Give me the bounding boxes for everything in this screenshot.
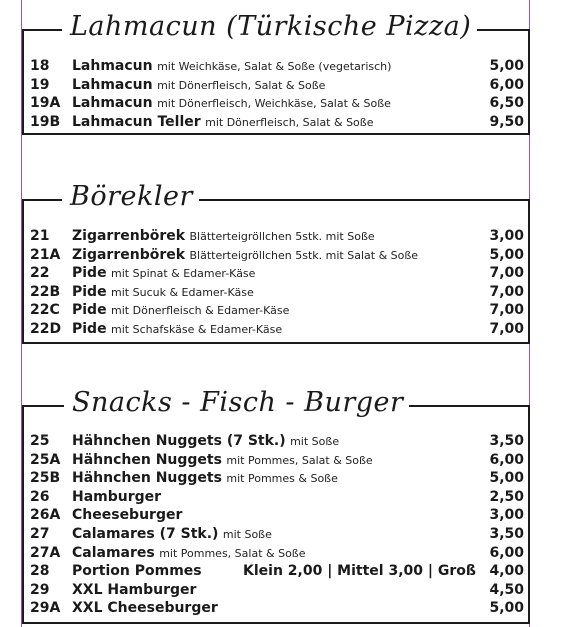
menu-item xyxy=(24,246,528,265)
menu-item xyxy=(24,283,528,302)
item-number: 22C xyxy=(30,302,60,319)
item-description: mit Spinat & Edamer-Käse xyxy=(111,267,256,281)
item-name-line xyxy=(72,506,182,525)
item-name: Lahmacun xyxy=(72,95,153,112)
item-number: 18 xyxy=(30,58,50,74)
item-number: 21 xyxy=(30,228,50,244)
item-number: 26 xyxy=(30,488,50,505)
item-number: 25A xyxy=(30,451,61,468)
item-name-line xyxy=(72,57,391,77)
item-name-line xyxy=(72,264,255,284)
item-price: 2,50 xyxy=(489,488,524,505)
header-rule-left xyxy=(22,405,64,407)
item-name-line xyxy=(72,246,418,266)
item-name-line xyxy=(72,469,338,489)
menu-list xyxy=(24,227,528,339)
menu-item xyxy=(24,57,528,76)
menu-item xyxy=(24,488,528,507)
item-name: XXL Hamburger xyxy=(72,581,197,598)
item-name: XXL Cheeseburger xyxy=(72,600,218,617)
item-name: Calamares (7 Stk.) xyxy=(72,525,219,542)
section-title: Börekler xyxy=(64,180,199,214)
item-price: 7,00 xyxy=(489,265,524,282)
item-name: Pide xyxy=(72,283,107,300)
menu-item xyxy=(24,544,528,563)
section-header xyxy=(22,387,530,418)
item-name: Pide xyxy=(72,265,107,282)
item-name-line xyxy=(72,227,375,247)
item-name-line xyxy=(72,544,306,564)
item-number: 27A xyxy=(30,544,61,561)
menu-list xyxy=(24,432,528,618)
item-description: mit Dönerfleisch, Salat & Soße xyxy=(157,78,326,92)
menu-item xyxy=(24,320,528,339)
item-price: 4,50 xyxy=(489,581,524,598)
item-name-line xyxy=(72,320,282,340)
item-name-line xyxy=(72,301,289,321)
item-name: Hähnchen Nuggets (7 Stk.) xyxy=(72,433,286,449)
header-rule-left xyxy=(22,199,62,201)
item-name: Lahmacun Teller xyxy=(72,113,201,130)
item-price: 9,50 xyxy=(489,113,524,130)
item-name-line xyxy=(72,581,196,600)
item-name-line xyxy=(72,525,272,545)
section-boerekler xyxy=(22,181,530,344)
item-price: 4,00 xyxy=(489,563,524,580)
item-description: mit Pommes, Salat & Soße xyxy=(159,546,306,560)
item-number: 22 xyxy=(30,265,50,282)
item-name: Hamburger xyxy=(72,488,162,505)
item-description: mit Soße xyxy=(222,527,272,541)
section-header xyxy=(22,181,530,212)
item-name-line xyxy=(72,488,161,507)
header-edge xyxy=(528,199,530,204)
item-number: 28 xyxy=(30,563,50,580)
item-number: 21A xyxy=(30,246,61,263)
menu-item xyxy=(24,301,528,320)
item-price: 5,00 xyxy=(489,470,524,487)
item-description: mit Weichkäse, Salat & Soße (vegetarisch) xyxy=(157,60,392,73)
item-name: Hähnchen Nuggets xyxy=(72,451,222,468)
section-header xyxy=(22,11,530,42)
item-name: Hähnchen Nuggets xyxy=(72,470,222,487)
menu-item xyxy=(24,451,528,470)
item-number: 29 xyxy=(30,581,50,598)
item-price: 6,00 xyxy=(489,451,524,468)
item-name-line xyxy=(72,113,373,133)
item-price: 3,50 xyxy=(489,433,524,449)
item-number: 25B xyxy=(30,470,61,487)
item-description: mit Soße xyxy=(290,435,340,448)
item-name-line xyxy=(72,451,373,471)
item-number: 19 xyxy=(30,76,50,93)
item-price: 3,50 xyxy=(489,525,524,542)
section-title: Snacks - Fisch - Burger xyxy=(66,386,409,420)
menu-list xyxy=(24,57,528,131)
menu-item xyxy=(24,432,528,451)
item-name: Zigarrenbörek xyxy=(72,246,186,263)
item-description: Blätterteigröllchen 5stk. mit Salat & Soße xyxy=(189,248,419,262)
item-number: 26A xyxy=(30,507,61,524)
menu-item xyxy=(24,599,528,618)
menu-item xyxy=(24,94,528,113)
menu-item xyxy=(24,562,528,581)
item-price: 3,00 xyxy=(489,228,524,244)
item-description: Blätterteigröllchen 5stk. mit Soße xyxy=(189,230,375,243)
item-description: mit Schafskäse & Edamer-Käse xyxy=(111,322,283,336)
item-price: 5,00 xyxy=(489,246,524,263)
item-price: 7,00 xyxy=(489,320,524,337)
item-price: 6,00 xyxy=(489,76,524,93)
item-description: mit Sucuk & Edamer-Käse xyxy=(111,285,254,299)
menu-item xyxy=(24,113,528,132)
item-name: Calamares xyxy=(72,544,155,561)
item-price: 3,00 xyxy=(489,507,524,524)
item-number: 27 xyxy=(30,525,50,542)
item-price: 5,00 xyxy=(489,600,524,617)
menu-item xyxy=(24,506,528,525)
item-name: Pide xyxy=(72,302,107,319)
menu-item xyxy=(24,525,528,544)
menu-item xyxy=(24,581,528,600)
item-name: Pide xyxy=(72,320,107,337)
item-description: mit Pommes, Salat & Soße xyxy=(226,453,373,467)
item-name: Lahmacun xyxy=(72,58,153,74)
header-rule-right xyxy=(477,29,530,31)
menu-item xyxy=(24,264,528,283)
item-number: 22B xyxy=(30,283,61,300)
item-description: mit Pommes & Soße xyxy=(226,472,338,486)
section-title: Lahmacun (Türkische Pizza) xyxy=(64,10,477,44)
item-description: mit Dönerfleisch, Weichkäse, Salat & Soße xyxy=(157,97,391,111)
header-rule-left xyxy=(22,29,62,31)
header-rule-right xyxy=(199,199,530,201)
item-price: 5,00 xyxy=(489,58,524,74)
item-name-line xyxy=(72,432,339,452)
item-name: Zigarrenbörek xyxy=(72,228,186,244)
header-edge xyxy=(528,29,530,34)
item-size-prices: Klein 2,00 | Mittel 3,00 | Groß xyxy=(243,563,476,580)
item-name-line xyxy=(72,76,325,96)
item-name: Lahmacun xyxy=(72,76,153,93)
item-price: 6,00 xyxy=(489,544,524,561)
item-price: 7,00 xyxy=(489,302,524,319)
header-rule-right xyxy=(409,405,530,407)
item-name-line xyxy=(72,562,202,581)
item-description: mit Dönerfleisch & Edamer-Käse xyxy=(111,304,290,318)
item-price: 7,00 xyxy=(489,283,524,300)
item-name-line xyxy=(72,599,218,618)
item-name-line xyxy=(72,94,391,114)
menu-item xyxy=(24,76,528,95)
section-snacks xyxy=(22,387,530,624)
header-edge xyxy=(528,405,530,410)
item-number: 25 xyxy=(30,433,50,449)
item-name-line xyxy=(72,283,254,303)
item-number: 19B xyxy=(30,113,61,130)
item-number: 22D xyxy=(30,320,62,337)
item-number: 29A xyxy=(30,600,61,617)
section-lahmacun xyxy=(22,11,530,135)
item-name: Cheeseburger xyxy=(72,507,183,524)
menu-item xyxy=(24,469,528,488)
item-description: mit Dönerfleisch, Salat & Soße xyxy=(205,115,374,129)
item-price: 6,50 xyxy=(489,95,524,112)
menu-item xyxy=(24,227,528,246)
item-number: 19A xyxy=(30,95,61,112)
item-name: Portion Pommes xyxy=(72,563,202,580)
